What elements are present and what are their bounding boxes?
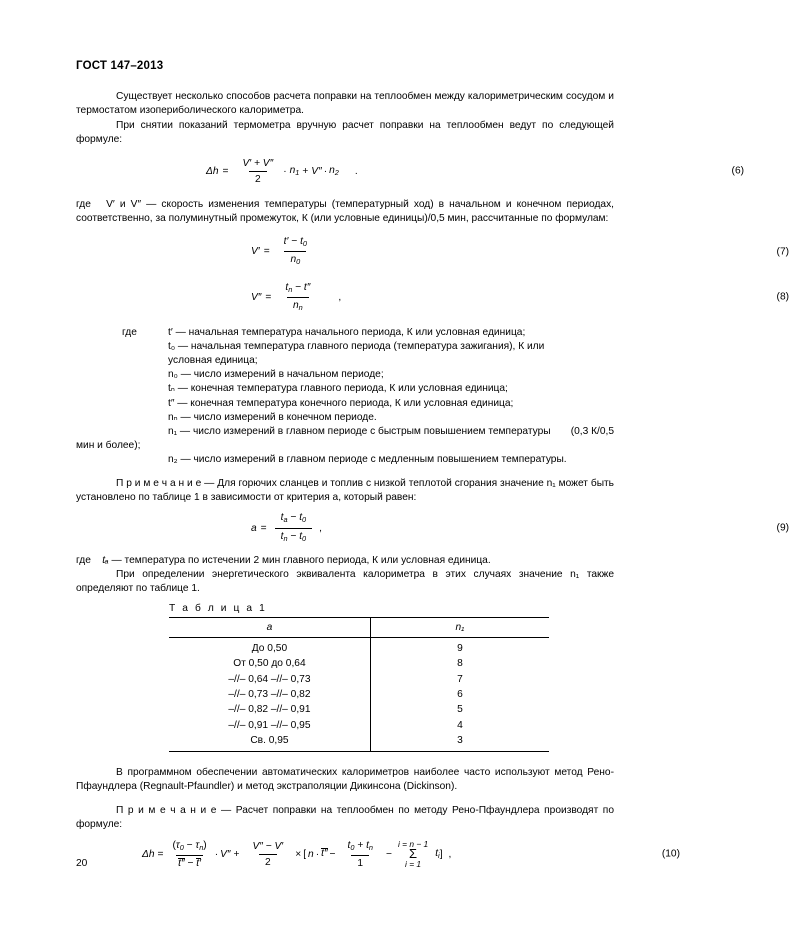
table-cell-range: –//– 0,73 –//– 0,82 — [169, 687, 370, 702]
page-content — [76, 60, 789, 870]
table-row — [169, 687, 549, 702]
eq10-minus2: − — [329, 848, 336, 860]
eq9-period: , — [319, 522, 322, 534]
eq6-plus: + — [302, 165, 309, 177]
table-row — [169, 637, 549, 656]
table-row — [169, 717, 549, 732]
definitions-n1-n2 — [76, 425, 614, 468]
eq9-denominator: $t_n - t_0$ — [275, 528, 312, 545]
table-cell-n1: 6 — [457, 688, 463, 700]
table-cell-range: –//– 0,82 –//– 0,91 — [169, 702, 370, 717]
eq10-t-denominator: 1 — [351, 855, 369, 870]
definition-item: t′ — начальная температура начального периода, К или условная единица; — [168, 326, 526, 338]
table-cell-n1: 5 — [457, 704, 463, 716]
eq8-lhs: V″ — [251, 291, 262, 303]
eq10-plus: + — [233, 848, 240, 860]
definition-item: n₀ — число измерений в начальном периоде; — [168, 369, 384, 381]
paragraph-manual-reading: При снятии показаний термометра вручную расчет поправки на теплообмен ведут по следующей формуле: — [76, 119, 614, 146]
definition-item: tₙ — конечная температура главного периода, К или условная единица; — [168, 383, 508, 395]
eq9-equals: = — [260, 522, 267, 534]
eq6-Vdd: V″ — [311, 165, 322, 177]
table-cell-range: Св. 0,95 — [169, 733, 370, 752]
eq10-t-fraction — [342, 839, 379, 870]
definition-item: t₀ — начальная температура главного периода (температура зажигания), К или — [168, 340, 545, 352]
paragraph-note-1: П р и м е ч а н и е — Для горючих сланцев и топлив с низкой теплотой сгорания значение n₁ может быть установлено по таблице 1 в зависимости от критерия a, который равен: — [76, 477, 614, 504]
definition-item: условная единица; — [168, 355, 258, 367]
table-cell-range: До 0,50 — [169, 637, 370, 656]
definition-item: t″ — конечная температура конечного периода, К или условная единица; — [168, 397, 514, 409]
eq10-Vdd: V″ — [220, 848, 231, 860]
eq8-fraction — [279, 281, 316, 314]
eq10-summation — [398, 839, 428, 869]
eq10-V-denominator: 2 — [259, 854, 277, 869]
eq10-times: × — [295, 848, 302, 860]
table-cell-n1: 8 — [457, 658, 463, 670]
paragraph-energy-equivalent: При определении энергетического эквивалента калориметра в этих случаях значение n₁ также определяют по таблице 1. — [76, 568, 614, 595]
eq7-number: (7) — [776, 246, 789, 258]
paragraph-software: В программном обеспечении автоматических калориметров наиболее часто используют метод Рено-Пфаундлера (Regnault-Pfaundler) и метод экстраполяции Дикинсона (Dickinson). — [76, 767, 614, 793]
table-row — [169, 702, 549, 717]
where-keyword-3: где — [76, 554, 91, 566]
eq6-n2: $n_2$ — [329, 165, 339, 178]
paragraph-where-ta — [76, 554, 614, 568]
eq10-tau-fraction — [170, 839, 208, 870]
table-row — [169, 656, 549, 671]
table-cell-n1: 4 — [457, 719, 463, 731]
eq10-sigma-symbol: Σ — [409, 846, 418, 862]
eq10-minus3: − — [385, 848, 392, 860]
table-header-a: a — [169, 617, 370, 637]
eq10-lhs: Δh — [142, 848, 155, 860]
eq10-number: (10) — [661, 848, 680, 860]
eq10-bracket-close: ] — [439, 848, 443, 860]
definitions-block — [76, 326, 614, 425]
eq6-numerator: V′ + V″ — [242, 157, 274, 169]
eq8-period: , — [338, 291, 342, 303]
eq6-dot2: · — [323, 165, 328, 177]
equation-10 — [76, 839, 680, 870]
eq10-n: n — [308, 848, 314, 860]
eq10-sigma-lower: i = 1 — [405, 859, 422, 870]
definition-n2: n₂ — число измерений в главном периоде с медленным повышением температуры. — [168, 454, 567, 466]
eq7-fraction — [278, 235, 313, 268]
table-cell-n1: 7 — [457, 673, 463, 685]
eq9-number: (9) — [776, 522, 789, 534]
table-caption: Т а б л и ц а 1 — [169, 602, 267, 614]
eq10-dot2: · — [315, 848, 320, 860]
definition-n1-range: (0,3 К/0,5 — [570, 426, 614, 438]
eq6-dot: · — [283, 165, 287, 177]
eq6-fraction — [236, 157, 279, 186]
eq10-sigma-upper: i = n − 1 — [397, 839, 429, 850]
where-text-1: V′ и V″ — скорость изменения температуры (температурный ход) в начальном и конечном периодах, соответственно, за полуминутный промежуток, К (или условные единицы)/0,5 мин, рассчитанные по формулам: — [76, 198, 615, 225]
eq10-t-numerator: $t_0 + t_n$ — [347, 839, 373, 852]
eq9-lhs: a — [251, 522, 257, 534]
eq10-bracket-open: [ — [303, 848, 307, 860]
where-keyword-2: где — [122, 326, 137, 338]
eq9-fraction — [275, 511, 312, 544]
eq9-numerator: $t_a - t_0$ — [280, 512, 307, 525]
table-cell-range: От 0,50 до 0,64 — [169, 656, 370, 671]
eq10-tau-numerator: $(\tau_0 - \tau_n)$ — [172, 839, 207, 852]
paragraph-note-2: П р и м е ч а н и е — Расчет поправки на теплообмен по методу Рено-Пфаундлера производят по формуле: — [76, 804, 614, 831]
eq7-equals: = — [263, 246, 270, 258]
eq7-lhs: V′ — [251, 246, 260, 258]
equation-8 — [76, 281, 789, 314]
eq6-denominator: 2 — [249, 171, 267, 186]
table-row — [169, 733, 549, 752]
table-cell-n1: 3 — [370, 733, 549, 752]
eq8-numerator: $t_n - t''$ — [285, 281, 311, 294]
eq10-tau-denominator: t″ − t′ — [176, 855, 203, 870]
equation-9 — [76, 511, 789, 544]
eq8-denominator: $n_n$ — [287, 297, 309, 314]
equation-7 — [76, 235, 789, 268]
equation-6 — [76, 157, 744, 186]
eq10-term: $t_i$ — [435, 848, 440, 861]
paragraph-intro-methods: Существует несколько способов расчета поправки на теплообмен между калориметрическим сосудом и термостатом изопериболического калориметра. — [76, 91, 614, 117]
eq6-equals: = — [222, 165, 229, 177]
eq10-V-numerator: V″ − V′ — [252, 840, 284, 852]
document-header: ГОСТ 147–2013 — [76, 60, 164, 72]
eq10-equals: = — [157, 848, 164, 860]
eq6-period: . — [354, 165, 358, 177]
table-row — [169, 671, 549, 686]
eq6-n1: $n_1$ — [289, 165, 300, 178]
eq8-number: (8) — [776, 291, 789, 303]
definition-n1-cont: мин и более); — [76, 440, 141, 452]
definition-n1: n₁ — число измерений в главном периоде с быстрым повышением температуры — [168, 426, 551, 438]
eq10-dot1: · — [214, 848, 219, 860]
table-header-row — [169, 617, 549, 637]
eq10-tbar: t″ — [321, 848, 328, 860]
eq7-numerator: $t' - t_0$ — [283, 236, 307, 249]
paragraph-where-V — [76, 198, 614, 227]
definition-n1-line — [76, 425, 614, 439]
eq7-denominator: $n_0$ — [284, 251, 306, 268]
table-cell-range: –//– 0,91 –//– 0,95 — [169, 717, 370, 732]
definitions-list — [168, 326, 614, 425]
table-cell-n1: 9 — [457, 642, 463, 654]
where-keyword-1: где — [76, 198, 91, 210]
definition-item: nₙ — число измерений в конечном периоде. — [168, 411, 377, 423]
table-cell-range: –//– 0,64 –//– 0,73 — [169, 671, 370, 686]
eq10-period: , — [448, 848, 452, 860]
criteria-table — [169, 617, 549, 752]
table-header-n1: n₁ — [370, 617, 549, 637]
eq6-lhs: Δh — [206, 165, 219, 177]
where-text-ta: — температура по истечении 2 мин главного периода, К или условная единица. — [111, 554, 491, 566]
eq8-equals: = — [265, 291, 272, 303]
page-number: 20 — [76, 858, 88, 869]
ta-symbol: tₐ — [102, 554, 109, 566]
eq6-number: (6) — [731, 165, 744, 177]
eq10-V-fraction — [246, 840, 289, 869]
